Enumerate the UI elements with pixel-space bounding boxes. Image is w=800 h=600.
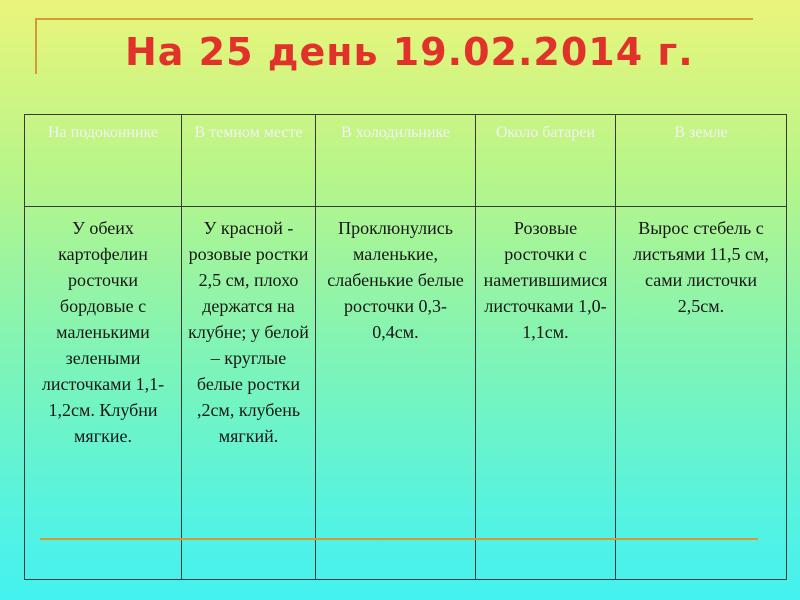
observation-table	[24, 114, 787, 580]
header-cell-near-radiator: Около батареи	[476, 115, 616, 207]
top-frame-line	[35, 18, 753, 20]
left-frame-line	[35, 18, 37, 74]
cell-dark-place: У красной - розовые ростки 2,5 см, плохо держатся на клубне; у белой – круглые белые ростки ,2см, клубень мягкий.	[182, 207, 316, 580]
observation-table-container	[24, 114, 786, 580]
cell-near-radiator: Розовые росточки с наметившимися листочками 1,0-1,1см.	[476, 207, 616, 580]
header-cell-windowsill: На подоконнике	[25, 115, 182, 207]
header-cell-in-soil: В земле	[616, 115, 787, 207]
cell-fridge: Проклюнулись маленькие, слабенькие белые росточки 0,3-0,4см.	[316, 207, 476, 580]
page-title: На 25 день 19.02.2014 г.	[125, 30, 694, 74]
table-row	[25, 207, 787, 580]
header-cell-fridge: В холодильнике	[316, 115, 476, 207]
header-cell-dark-place: В темном месте	[182, 115, 316, 207]
table-header-row	[25, 115, 787, 207]
bottom-frame-line	[40, 538, 758, 540]
cell-windowsill: У обеих картофелин росточки бордовые с маленькими зелеными листочками 1,1-1,2см. Клубни мягкие.	[25, 207, 182, 580]
cell-in-soil: Вырос стебель с листьями 11,5 см, сами листочки 2,5см.	[616, 207, 787, 580]
